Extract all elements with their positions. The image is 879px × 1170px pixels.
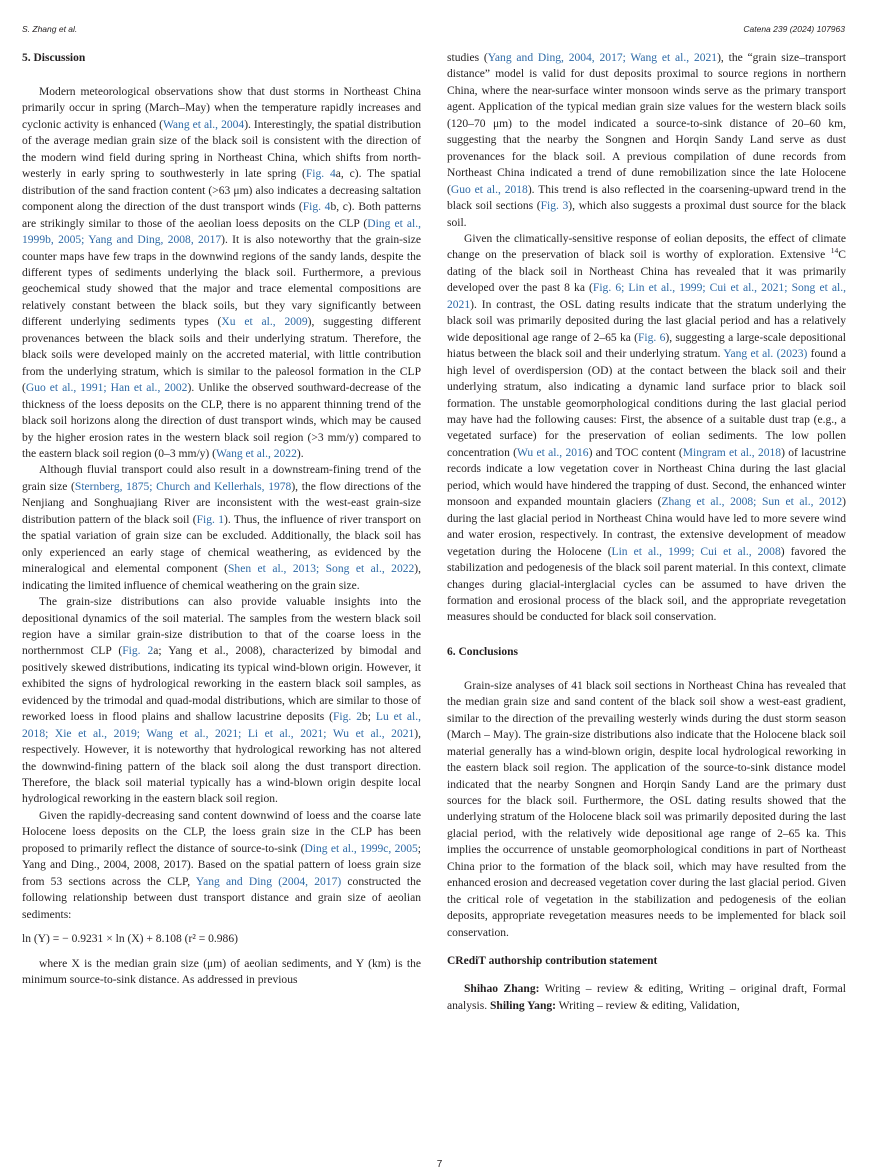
citation-link[interactable]: Sternberg, 1875; Church and Kellerhals, 1978 <box>74 480 292 493</box>
citation-link[interactable]: Wang et al., 2004 <box>162 118 245 131</box>
superscript: 14 <box>830 246 839 256</box>
citation-link[interactable]: Yang and Ding (2004, 2017) <box>195 875 342 888</box>
section-heading-credit: CRediT authorship contribution statement <box>447 955 658 968</box>
paragraph: Shihao Zhang: Writing – review & editing, Writing – original draft, Formal analysis. Shiling Yang: Writing – review & editing, Validation, <box>447 983 846 1012</box>
citation-link[interactable]: Xu et al., 2009 <box>221 316 308 329</box>
citation-link[interactable]: Zhang et al., 2008; Sun et al., 2012 <box>661 496 843 509</box>
running-header-authors: S. Zhang et al. <box>22 24 78 34</box>
figure-link[interactable]: Fig. 2 <box>333 711 362 724</box>
citation-link[interactable]: Yang and Ding, 2004, 2017; Wang et al., 2021 <box>487 52 718 64</box>
paragraph: Although fluvial transport could also result in a downstream-fining trend of the grain size (Sternberg, 1875; Church and Kellerhals, 1978), the flow directions of the Nenjiang and Songhuajiang River are inconsistent with the west-east grain-size distribution pattern of the black soil (Fig. 1). Thus, the influence of river transport on the spatial variation of grain size can be excluded. Additionally, the black soil has only experienced an early stage of chemical weathering, as evidenced by the mineralogical and elemental component (Shen et al., 2013; Song et al., 2022), indicating the limited influence of chemical weathering on the grain size. <box>22 464 422 592</box>
paragraph: Modern meteorological observations show that dust storms in Northeast China primarily occur in spring (March–May) when the temperature rapidly increases and cyclonic activity is enhanced (Wang et al., 2004). Interestingly, the spatial distribution of the average median grain size of the black soil is consistent with the direction of the modern wind field during spring in Northeast China, which shifts from north-westerly in early spring to southwesterly in late spring (Fig. 4a, c). The spatial distribution of the sand fraction content (>63 μm) also indicates a decreasing saltation component along the direction of the dust transport winds (Fig. 4b, c). Both patterns are strikingly similar to those of the aeolian loess deposits on the CLP (Ding et al., 1999b, 2005; Yang and Ding, 2008, 2017). It is also noteworthy that the grain-size counter maps have few traps in the downwind regions of the sandy lands, despite the different types of sediments underlying the black soil. Furthermore, a previous geochemical study showed that the major and trace elemental compositions are relatively constant between the black soils, but they vary significantly between different underlying sediments types (Xu et al., 2009), suggesting different provenances between the black soils and their underlying stratum. Therefore, the black soils were developed mainly on the accreted material, with little contribution from the underlying stratum, which is similar to the paleosol formation in the CLP (Guo et al., 1991; Han et al., 2002). Unlike the observed southward-decrease of the thickness of the loess deposits on the CLP, there is no apparent thinning trend of the black soil horizons along the direction of dust transport winds, which may be caused by the higher erosion rates in the western black soil region (>3 mm/y) compared to the eastern black soil region (0–3 mm/y) (Wang et al., 2022). <box>22 86 422 460</box>
paragraph: where X is the median grain size (μm) of aeolian sediments, and Y (km) is the minimum source-to-sink distance. As addressed in previous <box>22 957 421 987</box>
citation-link[interactable]: Mingram et al., 2018 <box>682 446 782 459</box>
figure-link[interactable]: Fig. 1 <box>196 513 225 526</box>
equation: ln (Y) = − 0.9231 × ln (X) + 8.108 (r² = 0.986) <box>22 933 238 946</box>
citation-link[interactable]: Guo et al., 2018 <box>450 183 528 196</box>
paragraph: The grain-size distributions can also provide valuable insights into the depositional dynamics of the soil material. The samples from the western black soil region have a similar grain-size distribution to that of the coarse loess in the northernmost CLP (Fig. 2a; Yang et al., 2008), characterized by bimodal and positively skewed distributions, indicating its typical wind-blown origin. However, it exhibited the signs of hydrological reworking in the eastern black soil samples, as evidenced by the trimodal and quad-modal distributions, which are similar to those of reworked loess in flood plains and shallow lacustrine deposits (Fig. 2b; Lu et al., 2018; Xie et al., 2019; Wang et al., 2021; Li et al., 2021; Wu et al., 2021), respectively. However, it is noteworthy that hydrological reworking has not altered the downwind-fining pattern of the black soil along the dust transport direction. Therefore, the black soil material typically has a wind-blown origin despite local hydrological reworking in the eastern black soil region. <box>22 596 421 806</box>
page-number: 7 <box>436 1159 443 1170</box>
figure-link[interactable]: Fig. 6 <box>638 331 666 344</box>
citation-link[interactable]: Yang et al. (2023) <box>723 348 808 361</box>
author-name: Shihao Zhang: <box>464 983 540 996</box>
section-heading-conclusions: 6. Conclusions <box>447 645 518 658</box>
paragraph: Given the climatically-sensitive response of eolian deposits, the effect of climate change on the preservation of black soil is worthy of exploration. Extensive $^{14}$C dating of the black soil in Northeast China has revealed that it was primarily developed over the past 8 ka (Fig. 6; Lin et al., 1999; Cui et al., 2021; Song et al., 2021). In contrast, the OSL dating results indicate that the stratum underlying the black soil was primarily deposited during the last glacial period and has a relatively wide depositional age range of 2–65 ka (Fig. 6), suggesting a large-scale depositional hiatus between the black soil and their underlying stratum. Yang et al. (2023) found a high level of overdispersion (OD) at the contact between the black soil and their underlying stratum, also indicating a dynamic land surface prior to black soil formation. The unstable geomorphological conditions during the last glacial period may have had the following causes: First, the absence of a suitable dust trap (e.g., a vegetated surface) for the preservation of eolian sediments. The low pollen concentration (Wu et al., 2016) and TOC content (Mingram et al., 2018) of lacustrine records indicate a low vegetation cover in Northeast China during the last glacial period, which would have hindered the trapping of dust. Second, the enhanced winter monsoon and expanded mountain glaciers (Zhang et al., 2008; Sun et al., 2012) during the last glacial period in Northeast China would have led to more severe wind and water erosion, respectively. In contrast, the extensive development of meadow vegetation during the Holocene (Lin et al., 1999; Cui et al., 2008) favored the stabilization and pedogenesis of the black soil parent material. In this context, climate changes during glacial-interglacial cycles can be assumed to have driven the formation and erosional process of the black soil, and the appropriate revegetation measures should be conducted for black soil conservation. <box>447 232 847 624</box>
running-header-journal: Catena 239 (2024) 107963 <box>743 24 845 34</box>
citation-link[interactable]: Wang et al., 2022 <box>216 447 297 460</box>
citation-link[interactable]: Ding et al., 1999c, 2005 <box>304 842 418 855</box>
citation-link[interactable]: Lin et al., 1999; Cui et al., 2008 <box>611 545 781 558</box>
citation-link[interactable]: Wu et al., 2016 <box>516 446 589 459</box>
author-name: Shiling Yang: <box>489 999 556 1012</box>
citation-link[interactable]: Ding et al., 1999b, 2005; Yang and Ding, 2008, 2017 <box>22 217 421 247</box>
paragraph: studies (Yang and Ding, 2004, 2017; Wang et al., 2021), the “grain size–transport distance” model is valid for dust deposits proximal to source regions in northern China, where the near-surface winter monsoon winds serve as the primary transport agent. Application of the typical median grain size values for the western black soils (120–70 μm) to the model indicated a source-to-sink distance of 20–60 km, suggesting that the nearby the Songnen and Horqin Sandy Land serve as dust provenances for the black soil. A previous compilation of dune records from Northeast China indicated a trend of dune remobilization since the late Holocene (Guo et al., 2018). This trend is also reflected in the coarsening-upward trend in the black soil sections (Fig. 3), which also suggests a proximal dust source for the black soil. <box>447 52 846 229</box>
citation-link[interactable]: Fig. 6; Lin et al., 1999; Cui et al., 2021; Song et al., 2021 <box>447 282 847 311</box>
right-column <box>447 50 846 1014</box>
left-column <box>22 50 421 988</box>
section-heading-discussion: 5. Discussion <box>22 52 86 64</box>
citation-link[interactable]: Shen et al., 2013; Song et al., 2022 <box>228 563 415 576</box>
citation-link[interactable]: Lu et al., 2018; Xie et al., 2019; Wang et al., 2021; Li et al., 2021; Wu et al., 2021 <box>22 711 421 740</box>
figure-link[interactable]: Fig. 4 <box>305 168 336 181</box>
figure-link[interactable]: Fig. 3 <box>540 200 569 213</box>
figure-link[interactable]: Fig. 2 <box>122 645 154 658</box>
paragraph: Grain-size analyses of 41 black soil sections in Northeast China has revealed that the median grain size and sand content of the black soil show a west-east gradient, similar to the direction of the prevailing westerly winds during the dust storm season (March – May). The grain-size distributions also indicate that the Holocene black soil material generally has a wind-blown origin, despite local hydrological reworking in the eastern black soil region. The application of the source-to-sink distance model indicated that the nearby Songnen and Horqin Sandy Land are the primary dust sources for the black soil. Furthermore, the OSL dating results showed that the underlying stratum of the Holocene black soil was primarily deposited during the last glacial period, with the relatively wide depositional age range of 2–65 ka. This implies the occurrence of unstable geomorphological conditions in part of Northeast China prior to the formation of the black soil, which may have resulted from the enhanced erosion and decreased vegetation cover during the last glacial period. Given the critical role of vegetation in the stabilization and pedogenesis of the eolian deposits, appropriate revegetation measures needs to be implemented for black soil conservation. <box>447 679 846 939</box>
paragraph: Given the rapidly-decreasing sand content downwind of loess and the coarse late Holocene loess deposits on the CLP, the loess grain size in the CLP has been proposed to primarily reflect the distance of source-to-sink (Ding et al., 1999c, 2005; Yang and Ding., 2004, 2008, 2017). Based on the spatial pattern of loess grain size from 53 sections across the CLP, Yang and Ding (2004, 2017) constructed the following relationship between dust transport distance and grain size of aeolian sediments: <box>22 809 421 921</box>
figure-link[interactable]: Fig. 4 <box>302 201 331 214</box>
citation-link[interactable]: Guo et al., 1991; Han et al., 2002 <box>25 382 188 395</box>
